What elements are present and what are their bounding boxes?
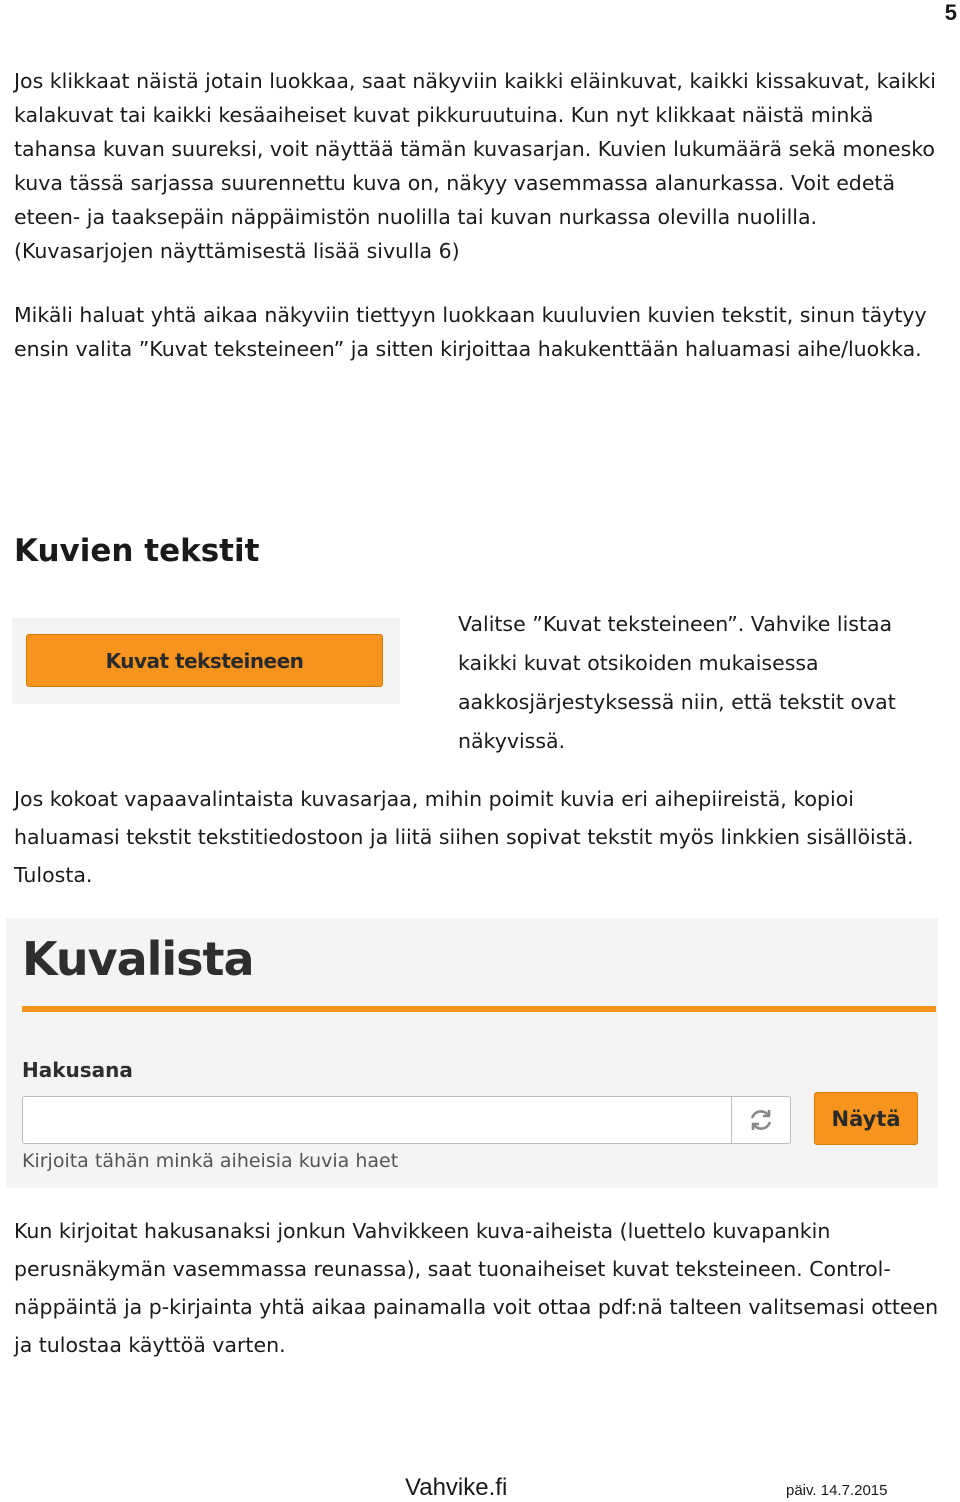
paragraph-intro-part-b: Voit edetä eteen- ja taaksepäin näppäimistön nuolilla tai kuvan nurkassa olevilla nuolilla. (Kuvasarjojen näyttämisestä lisää sivulla 6) — [14, 171, 896, 263]
paragraph-collect-series: Jos kokoat vapaavalintaista kuvasarjaa, mihin poimit kuvia eri aihepiireistä, kopioi haluamasi tekstit tekstitiedostoon ja liitä siihen sopivat tekstit myös linkkien sisällöistä. Tulosta. — [14, 787, 914, 887]
refresh-icon — [747, 1106, 775, 1134]
hakusana-label: Hakusana — [22, 1058, 133, 1082]
hakusana-help-text: Kirjoita tähän minkä aiheisia kuvia haet — [22, 1150, 399, 1172]
nayta-button[interactable]: Näytä — [814, 1092, 918, 1145]
kuvalista-divider — [22, 1006, 936, 1012]
kuvat-teksteineen-screenshot — [12, 618, 400, 704]
kuvat-teksteineen-description: Valitse ”Kuvat teksteineen”. Vahvike listaa kaikki kuvat otsikoiden mukaisessa aakkosjärjestyksessä niin, että tekstit ovat näkyvissä. — [458, 612, 896, 753]
paragraph-intro — [14, 64, 944, 268]
hakusana-input[interactable] — [22, 1096, 732, 1144]
paragraph-search-tip: Kun kirjoitat hakusanaksi jonkun Vahvikkeen kuva-aiheista (luettelo kuvapankin perusnäkymän vasemmassa reunassa), saat tuonaiheiset kuvat teksteineen. Control-näppäintä ja p-kirjainta yhtä aikaa painamalla voit ottaa pdf:nä talteen valitsemasi otteen ja tulostaa käyttöä varten. — [14, 1219, 939, 1357]
kuvat-teksteineen-button[interactable]: Kuvat teksteineen — [26, 634, 383, 687]
refresh-button[interactable] — [731, 1096, 791, 1144]
page-number: 5 — [944, 0, 957, 25]
paragraph-intro-part-a: Jos klikkaat näistä jotain luokkaa, saat näkyviin kaikki eläinkuvat, kaikki kissakuvat, kaikki kalakuvat tai kaikki kesäaiheiset kuvat pikkuruutuina. Kun nyt klikkaat näistä minkä tahansa kuvan suureksi, voit näyttää tämän kuvasarjan. Kuvien lukumäärä sekä monesko kuva tässä sarjassa suurennettu kuva on, näkyy vasemmassa alanurkassa. — [14, 69, 936, 195]
kuvalista-title: Kuvalista — [22, 932, 254, 986]
footer-site: Vahvike.fi — [405, 1474, 508, 1501]
paragraph-texts-instructions: Mikäli haluat yhtä aikaa näkyviin tiettyyn luokkaan kuuluvien kuvien tekstit, sinun täytyy ensin valita ”Kuvat teksteineen” ja sitten kirjoittaa hakukenttään haluamasi aihe/luokka. — [14, 303, 927, 361]
footer-date: päiv. 14.7.2015 — [786, 1482, 888, 1499]
kuvalista-screenshot — [6, 918, 938, 1188]
section-heading: Kuvien tekstit — [14, 533, 260, 569]
